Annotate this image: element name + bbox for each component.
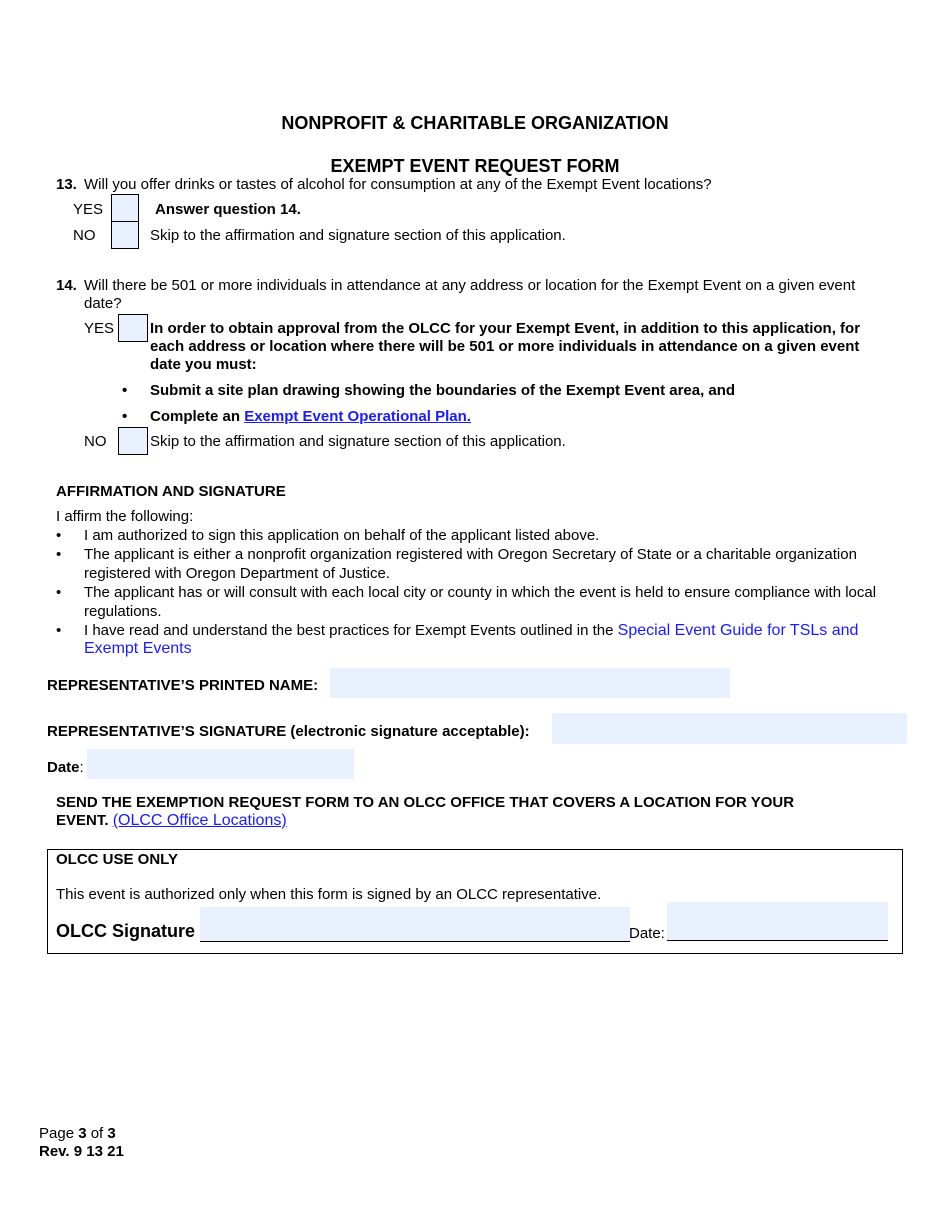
page-prefix: Page	[39, 1125, 79, 1142]
olcc-use-only-heading: OLCC USE ONLY	[56, 851, 178, 868]
q14-no-label: NO	[84, 433, 107, 450]
printed-name-label: REPRESENTATIVE’S PRINTED NAME:	[47, 677, 319, 694]
signature-label: REPRESENTATIVE’S SIGNATURE (electronic signature acceptable):	[47, 723, 530, 740]
q14-yes-checkbox[interactable]	[118, 314, 148, 342]
q14-yes-text-line1: In order to obtain approval from the OLCC for your Exempt Event, in addition to this application, for	[150, 320, 861, 337]
q14-bullet2-prefix: Complete an	[150, 408, 241, 425]
q14-bullet-operational-plan	[150, 408, 471, 425]
page-current: 3	[78, 1125, 87, 1142]
q13-no-text: Skip to the affirmation and signature section of this application.	[150, 227, 566, 244]
olcc-date-field[interactable]	[667, 902, 888, 940]
affirmation-item-consult-line2: regulations.	[84, 603, 162, 620]
revision-label: Rev. 9 13 21	[39, 1143, 124, 1160]
date-field[interactable]	[87, 749, 354, 779]
affirmation-heading: AFFIRMATION AND SIGNATURE	[56, 483, 286, 500]
q14-bullet-site-plan: • Submit a site plan drawing showing the boundaries of the Exempt Event area, and	[150, 382, 735, 399]
page-total: 3	[107, 1125, 116, 1142]
q14-yes-text-line3: date you must:	[150, 356, 257, 373]
date-label-wrap	[47, 759, 84, 776]
signature-field[interactable]	[552, 713, 907, 744]
q14-question-line2: date?	[84, 295, 122, 312]
q13-number: 13.	[56, 176, 77, 193]
q13-yes-checkbox[interactable]	[111, 194, 139, 222]
page-number	[39, 1125, 116, 1142]
affirmation-item-authorized: • I am authorized to sign this application on behalf of the applicant listed above.	[84, 527, 599, 544]
send-event-label: EVENT.	[56, 812, 109, 829]
q14-no-text: Skip to the affirmation and signature section of this application.	[150, 433, 566, 450]
date-label: Date	[47, 759, 80, 776]
q13-yes-text: Answer question 14.	[155, 201, 301, 218]
olcc-signature-line	[200, 941, 630, 942]
send-instructions-line2	[56, 812, 287, 830]
q13-no-label: NO	[73, 227, 96, 244]
olcc-signature-label: OLCC Signature	[56, 921, 196, 941]
page-of: of	[86, 1125, 108, 1142]
q14-yes-label: YES	[84, 320, 115, 337]
affirmation-intro: I affirm the following:	[56, 508, 194, 525]
form-title-line2: EXEMPT EVENT REQUEST FORM	[330, 156, 620, 176]
affirmation-item-nonprofit: • The applicant is either a nonprofit organization registered with Oregon Secretary of State or a charitable organization	[84, 546, 857, 563]
printed-name-field[interactable]	[330, 668, 730, 698]
olcc-office-locations-link[interactable]: (OLCC Office Locations)	[112, 812, 287, 829]
special-event-guide-link[interactable]: Special Event Guide for TSLs and	[617, 622, 859, 639]
special-event-guide-link-line2[interactable]: Exempt Events	[84, 640, 192, 657]
olcc-date-line	[667, 940, 888, 941]
q14-question-line1: Will there be 501 or more individuals in attendance at any address or location for the Exempt Event on a given event	[84, 277, 856, 294]
affirmation-item-nonprofit-line2: registered with Oregon Department of Justice.	[84, 565, 390, 582]
q13-yes-label: YES	[73, 201, 104, 218]
send-instructions-line1: SEND THE EXEMPTION REQUEST FORM TO AN OLCC OFFICE THAT COVERS A LOCATION FOR YOUR	[56, 794, 795, 811]
olcc-signature-field[interactable]	[200, 907, 630, 941]
olcc-authorization-note: This event is authorized only when this form is signed by an OLCC representative.	[56, 886, 602, 903]
form-title-line1: NONPROFIT & CHARITABLE ORGANIZATION	[281, 113, 669, 133]
q14-yes-text-line2: each address or location where there will be 501 or more individuals in attendance on a given event	[150, 338, 860, 355]
operational-plan-link[interactable]: Exempt Event Operational Plan.	[244, 408, 471, 425]
q13-question: Will you offer drinks or tastes of alcohol for consumption at any of the Exempt Event locations?	[84, 176, 712, 193]
affirmation-item4-prefix: I have read and understand the best practices for Exempt Events outlined in the	[84, 622, 614, 639]
affirmation-item-best-practices	[84, 622, 858, 640]
affirmation-item-consult: • The applicant has or will consult with each local city or county in which the event is held to ensure compliance with local	[84, 584, 876, 601]
q14-no-checkbox[interactable]	[118, 427, 148, 455]
q14-number: 14.	[56, 277, 77, 294]
date-colon: :	[79, 759, 84, 776]
q13-no-checkbox[interactable]	[111, 221, 139, 249]
olcc-date-label: Date:	[629, 925, 665, 942]
